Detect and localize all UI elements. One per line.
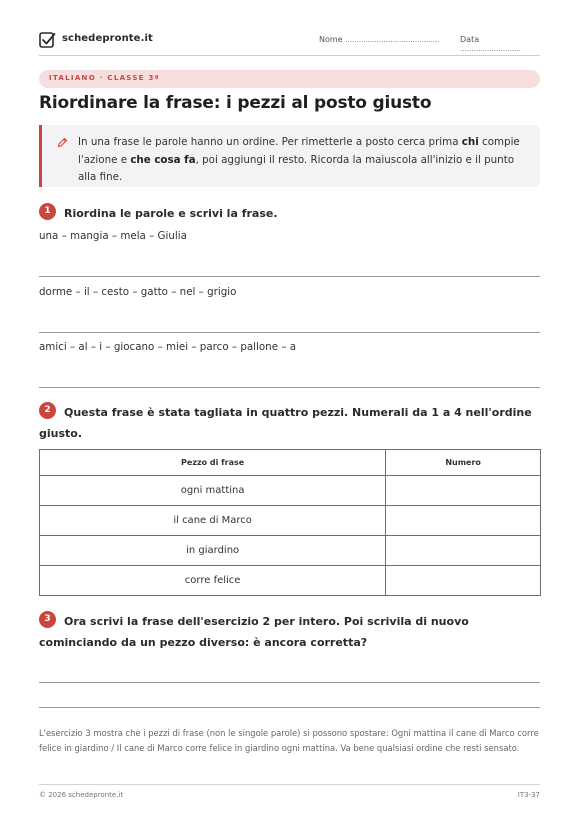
page-header bbox=[39, 30, 540, 56]
exercise-title: Riordina le parole e scrivi la frase. bbox=[64, 207, 278, 220]
exercise-3 bbox=[39, 611, 540, 653]
exercise-number-badge: 2 bbox=[39, 402, 56, 419]
date-field: Data ........................... bbox=[460, 35, 521, 53]
exercise-title: Questa frase è stata tagliata in quattro pezzi. Numerali da 1 a 4 nell'ordine giusto. bbox=[39, 406, 532, 440]
answer-line-5[interactable] bbox=[39, 707, 540, 708]
piece-cell: corre felice bbox=[40, 566, 386, 596]
table-row bbox=[40, 476, 541, 506]
word-list-3: amici – al – i – giocano – miei – parco – pallone – a bbox=[39, 341, 297, 353]
solution-note: L'esercizio 3 mostra che i pezzi di frase (non le singole parole) si possono spostare: Ogni mattina il cane di Marco corre felice in giardino / Il cane di Marco corre felice in giardino ogni mattina. Va bene qualsiasi ordine che resti sensato. bbox=[39, 728, 539, 753]
note-text: In una frase le parole hanno un ordine. Per rimetterle a posto cerca prima chi compie l'azione e che cosa fa, poi aggiungi il resto. Ricorda la maiuscola all'inizio e il punto alla fine. bbox=[78, 136, 520, 183]
column-header-piece: Pezzo di frase bbox=[40, 450, 386, 476]
worksheet-code: IT3-37 bbox=[517, 791, 540, 799]
answer-line-2[interactable] bbox=[39, 332, 540, 333]
exercise-number-badge: 1 bbox=[39, 203, 56, 220]
sentence-pieces-table bbox=[39, 449, 541, 596]
table-header-row bbox=[40, 450, 541, 476]
answer-line-4[interactable] bbox=[39, 682, 540, 683]
exercise-2 bbox=[39, 402, 540, 444]
pencil-icon bbox=[57, 137, 68, 148]
table-row bbox=[40, 506, 541, 536]
exercise-title: Ora scrivi la frase dell'esercizio 2 per intero. Poi scrivila di nuovo cominciando da un pezzo diverso: è ancora corretta? bbox=[39, 615, 469, 649]
table-row bbox=[40, 536, 541, 566]
name-field: Nome .......................................... bbox=[319, 35, 440, 44]
number-cell[interactable] bbox=[386, 506, 541, 536]
word-list-1: una – mangia – mela – Giulia bbox=[39, 230, 187, 242]
copyright-text: © 2026 schedepronte.it bbox=[39, 791, 124, 799]
site-logo-text: schedepronte.it bbox=[62, 33, 153, 44]
exercise-1 bbox=[39, 203, 540, 224]
piece-cell: ogni mattina bbox=[40, 476, 386, 506]
word-list-2: dorme – il – cesto – gatto – nel – grigio bbox=[39, 286, 237, 298]
instruction-note bbox=[39, 125, 540, 187]
page-title: Riordinare la frase: i pezzi al posto giusto bbox=[39, 93, 432, 113]
answer-line-1[interactable] bbox=[39, 276, 540, 277]
table-row bbox=[40, 566, 541, 596]
number-cell[interactable] bbox=[386, 476, 541, 506]
column-header-number: Numero bbox=[386, 450, 541, 476]
checkbox-logo-icon bbox=[39, 31, 56, 49]
exercise-number-badge: 3 bbox=[39, 611, 56, 628]
answer-line-3[interactable] bbox=[39, 387, 540, 388]
piece-cell: il cane di Marco bbox=[40, 506, 386, 536]
number-cell[interactable] bbox=[386, 536, 541, 566]
subject-label: ITALIANO · CLASSE 3ª bbox=[49, 74, 160, 82]
piece-cell: in giardino bbox=[40, 536, 386, 566]
subject-badge bbox=[39, 70, 540, 88]
number-cell[interactable] bbox=[386, 566, 541, 596]
page-footer bbox=[39, 784, 540, 804]
